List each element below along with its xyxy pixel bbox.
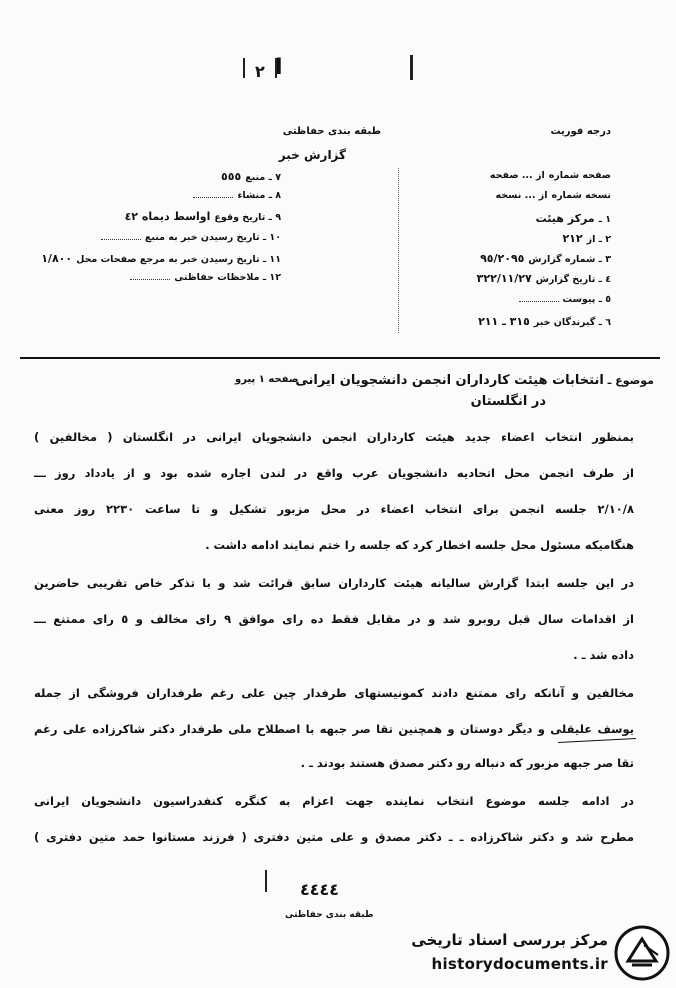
origin-label: ٨ ـ منشاء xyxy=(237,190,281,201)
top-bracket-mark xyxy=(243,58,277,78)
source-value: ٥٥٥ xyxy=(221,170,242,183)
top-bar-mark xyxy=(410,55,421,80)
event-date-label: ٩ ـ تاریخ وقوع xyxy=(214,212,281,223)
top-mark-left: ا xyxy=(275,55,283,80)
body-line: بمنظور انتخاب اعضاء جدید هیئت کارداران انجمن دانشجویان ایرانی در انگلستان ( مخالفین ) xyxy=(34,430,634,444)
column-divider xyxy=(398,168,399,333)
body-line: داده شد ـ . xyxy=(573,648,634,662)
handwritten-underline xyxy=(558,738,636,743)
recipients-value: ٣١٥ ـ ٢١١ xyxy=(478,315,530,328)
page-number-label: صفحه شماره xyxy=(548,170,611,181)
body-line: مطرح شد و دکتر شاکرزاده ـ ـ دکتر مصدق و علی متین دفتری ( فرزند مستانوا حمد متین دفتری ) xyxy=(34,830,634,844)
from-label: ٢ ـ از xyxy=(586,234,611,245)
report-date-field xyxy=(477,272,611,285)
body-line: یوسف علیقلی و دیگر دوستان و همچنین تقا صر جبهه با اصطلاح ملی طرفدار دکتر شاکرزاده علی رغم xyxy=(34,722,634,736)
from-value: ٢١٢ xyxy=(562,232,583,245)
subject-line: موضوع ـ انتخابات هیئت کارداران انجمن دانشجویان ایرانی xyxy=(295,373,654,388)
signature-bar-mark xyxy=(265,870,267,892)
news-receipt-date-blank xyxy=(101,239,141,240)
report-date-value: ٣٢٢/١١/٢٧ xyxy=(476,272,532,285)
copy-number-label: نسخه شماره xyxy=(551,190,611,201)
security-notes-blank xyxy=(130,279,170,280)
archive-logo xyxy=(390,925,670,981)
page-number-value: از ... صفحه xyxy=(489,170,545,181)
attachment-label: ٥ ـ پیوست xyxy=(562,294,611,305)
security-notes-label: ١٢ ـ ملاحظات حفاظتی xyxy=(174,272,281,283)
report-number-label: ٣ ـ شماره گزارش xyxy=(528,254,611,265)
source-field xyxy=(221,170,281,183)
attachment-blank xyxy=(519,301,559,302)
body-line: از اقدامات سال قبل روبرو شد و در مقابل فقط ده رای موافق ٩ رای مخالف و ٥ رای ممتنع ـــ xyxy=(34,612,634,626)
signature-marks: ٤٤٤٤ xyxy=(300,880,340,899)
body-line: مخالفین و آنانکه رای ممتنع دادند کمونیستهای طرفدار چین علی رغم طرفداران فروشگی از جمله xyxy=(34,686,634,700)
page-reference: صفحه ١ پیرو xyxy=(235,374,299,385)
authority-date-label: ١١ ـ تاریخ رسیدن خبر به مرجع صفحات محل xyxy=(76,254,281,265)
to-label: ١ ـ xyxy=(598,214,611,225)
origin-field xyxy=(193,190,281,201)
attachment-field xyxy=(519,294,611,305)
body-line: در این جلسه ابتدا گزارش سالیانه هیئت کارداران سابق قرائت شد و با تذکر خاص تقریبی حاضرین xyxy=(34,576,634,590)
security-notes-field xyxy=(130,272,281,283)
origin-blank xyxy=(193,197,233,198)
report-date-label: ٤ ـ تاریخ گزارش xyxy=(535,274,611,285)
subject-label: موضوع xyxy=(615,374,654,387)
report-number-field xyxy=(480,252,611,265)
subject-text-continued: در انگلستان xyxy=(470,394,546,409)
document-emblem-icon xyxy=(614,925,670,981)
to-field xyxy=(536,212,611,225)
recipients-field xyxy=(478,315,611,328)
copy-number-field xyxy=(495,190,611,201)
urgency-label: درجه فوریت xyxy=(550,126,611,137)
authority-date-value: ١/٨٠٠ xyxy=(41,252,73,265)
body-line: تقا صر جبهه مزبور که دنباله رو دکتر مصدق هستند بودند ـ . xyxy=(300,756,634,770)
event-date-field xyxy=(125,210,281,223)
subject-text: انتخابات هیئت کارداران انجمن دانشجویان ایرانی xyxy=(295,373,604,388)
from-field xyxy=(562,232,611,245)
authority-date-field xyxy=(41,252,281,265)
logo-url: historydocuments.ir xyxy=(431,955,608,973)
classification-label: طبقه بندی حفاظتی xyxy=(282,126,381,137)
body-line: هنگامیکه مسئول محل جلسه اخطار کرد که جلسه را ختم نمایند ادامه داشت . xyxy=(205,538,634,552)
body-line: ٢/١٠/٨ جلسه انجمن برای انتخاب اعضاء در محل مزبور تشکیل و تا ساعت ٢٢٣٠ روز معنی xyxy=(34,502,634,516)
header-divider xyxy=(20,357,660,359)
source-label: ٧ ـ منبع xyxy=(245,172,281,183)
page-number-field xyxy=(490,170,611,181)
body-line: در ادامه جلسه موضوع انتخاب نماینده جهت اعزام به کنگره کنفدراسیون دانشجویان ایرانی xyxy=(34,794,634,808)
news-receipt-date-field xyxy=(101,232,281,243)
report-number-value: ٩٥/٢٠٩٥ xyxy=(480,252,525,265)
recipients-label: ٦ ـ گیرندگان خبر xyxy=(533,317,611,328)
signature-label: طبقه بندی حفاظتی xyxy=(285,910,374,920)
to-value: مرکز هیئت xyxy=(535,212,595,225)
body-line: از طرف انجمن محل اتحادیه دانشجویان عرب واقع در لندن اجاره شده بود و از یادداد روز ـــ xyxy=(34,466,634,480)
copy-number-value: از ... نسخه xyxy=(495,190,548,201)
logo-name: مرکز بررسی اسناد تاریخی xyxy=(411,931,608,949)
news-receipt-date-label: ١٠ ـ تاریخ رسیدن خبر به منبع xyxy=(144,232,281,243)
top-mark-right: ٢ xyxy=(255,62,265,81)
event-date-value: اواسط دیماه ٤٢ xyxy=(124,210,211,223)
report-title: گزارش خبر xyxy=(278,148,346,162)
